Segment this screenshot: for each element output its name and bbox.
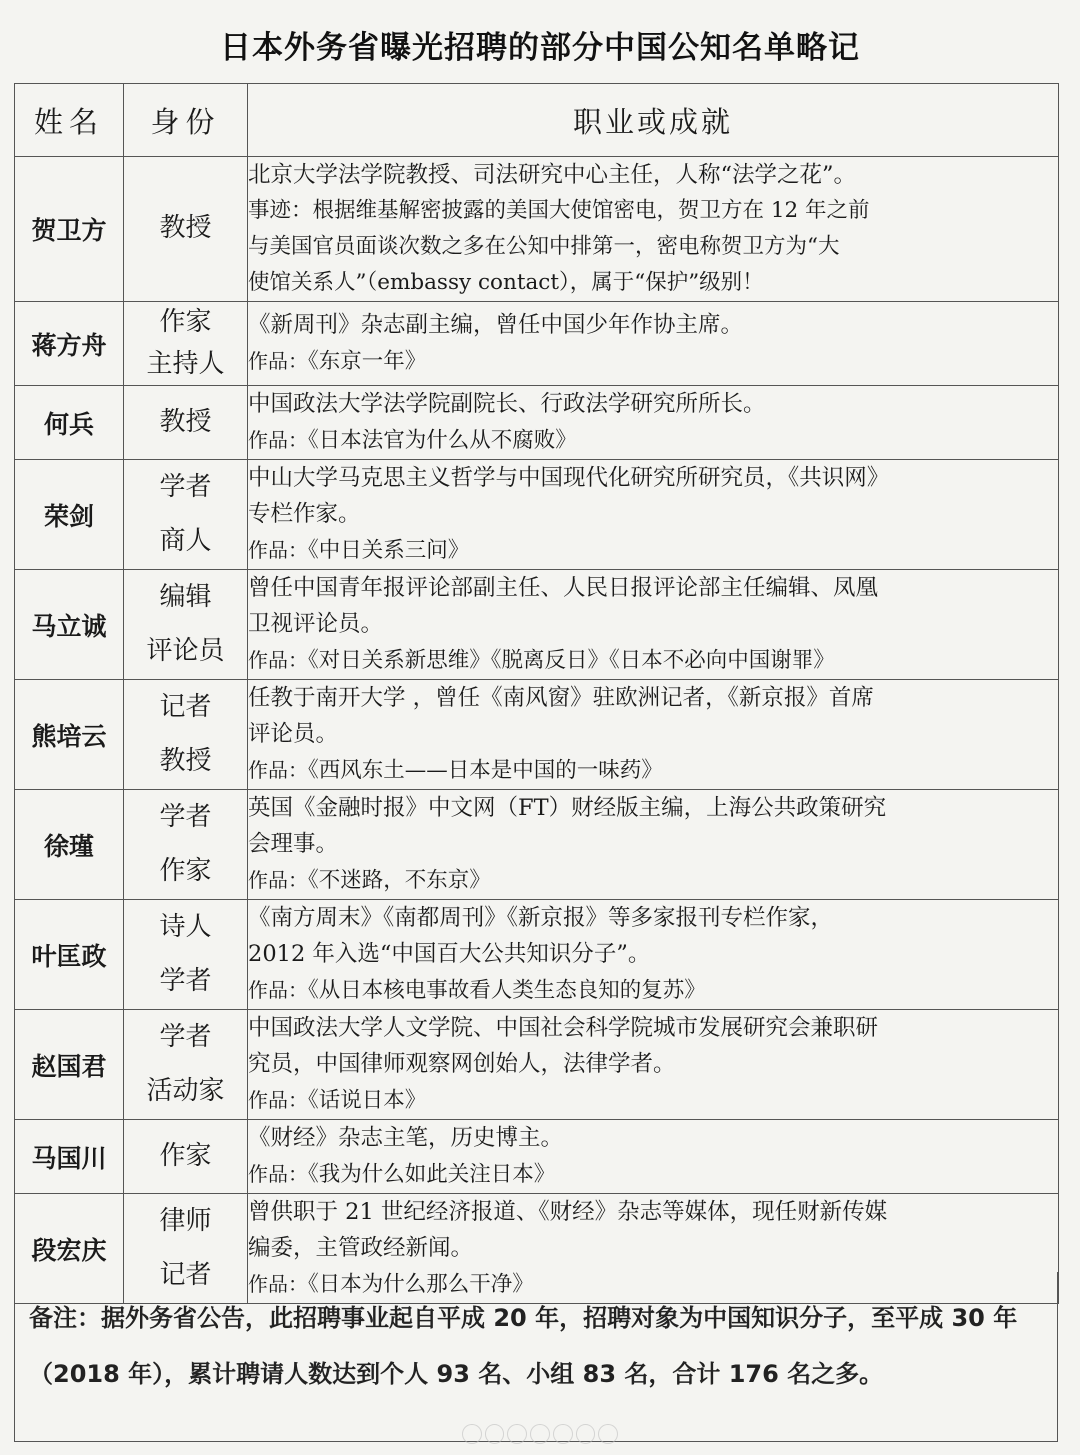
- career-description: [248, 157, 1059, 302]
- career-description: [248, 900, 1059, 1010]
- works-label: 作品：: [248, 538, 308, 563]
- works-label: 作品：: [248, 349, 308, 374]
- role-label: 作家: [159, 855, 212, 886]
- description-line: 使馆关系人”（embassy contact），属于“保护”级别！: [248, 270, 764, 295]
- career-description: [248, 1010, 1059, 1120]
- role-label: 学者: [159, 802, 212, 833]
- career-description: [248, 790, 1059, 900]
- works-line: [248, 532, 1058, 569]
- role-label: 主持人: [146, 348, 225, 379]
- table-row: [15, 570, 1059, 680]
- works-line: [248, 862, 1058, 899]
- description-line: 事迹：根据维基解密披露的美国大使馆密电，贺卫方在 12 年之前: [248, 198, 870, 223]
- works-title: 《从日本核电事故看人类生态良知的复苏》: [308, 978, 706, 1004]
- table-row: [15, 1010, 1059, 1120]
- works-label: 作品：: [248, 1088, 308, 1113]
- description-line: 英国《金融时报》中文网（FT）财经版主编，上海公共政策研究: [248, 795, 887, 822]
- role-label: 教授: [159, 406, 212, 437]
- career-description: [248, 386, 1059, 460]
- person-role: [124, 680, 248, 790]
- career-description: [248, 460, 1059, 570]
- career-description: [248, 302, 1059, 386]
- works-title: 《中日关系三问》: [308, 538, 470, 564]
- works-line: [248, 972, 1058, 1009]
- person-role: [124, 386, 248, 460]
- description-line: 与美国官员面谈次数之多在公知中排第一，密电称贺卫方为“大: [248, 234, 840, 259]
- description-line: 中山大学马克思主义哲学与中国现代化研究所研究员，《共识网》: [248, 465, 890, 492]
- description-line: 卫视评论员。: [248, 611, 384, 638]
- table-row: [15, 157, 1059, 302]
- works-title: 《日本为什么那么干净》: [308, 1272, 534, 1298]
- table-row: [15, 900, 1059, 1010]
- role-label: 作家: [159, 307, 212, 337]
- role-label: 诗人: [159, 912, 212, 943]
- description-line: 《南方周末》《南都周刊》《新京报》等多家报刊专栏作家，: [248, 905, 834, 932]
- role-label: 记者: [159, 1259, 212, 1290]
- role-label: 商人: [159, 525, 212, 556]
- table-row: [15, 302, 1059, 386]
- works-label: 作品：: [248, 1162, 308, 1187]
- footnote: 备注：据外务省公告，此招聘事业起自平成 20 年，招聘对象为中国知识分子，至平成 30 年（2018 年），累计聘请人数达到个人 93 名、小组 83 名，合计 176 名之多。: [14, 1272, 1058, 1442]
- works-line: [248, 1156, 1058, 1193]
- career-description: [248, 680, 1059, 790]
- person-name: 荣剑: [15, 460, 124, 570]
- header-career: 职业或成就: [248, 84, 1059, 157]
- person-role: [124, 302, 248, 386]
- table-row: [15, 790, 1059, 900]
- person-name: 马立诚: [15, 570, 124, 680]
- role-label: 作家: [159, 1140, 212, 1171]
- works-label: 作品：: [248, 648, 308, 673]
- role-label: 学者: [159, 1022, 212, 1053]
- person-name: 马国川: [15, 1120, 124, 1194]
- person-role: [124, 460, 248, 570]
- person-role: [124, 900, 248, 1010]
- role-label: 活动家: [146, 1075, 225, 1106]
- description-line: 评论员。: [248, 721, 339, 748]
- table-header-row: [15, 84, 1059, 157]
- role-label: 教授: [159, 745, 212, 776]
- document-title: 日本外务省曝光招聘的部分中国公知名单略记: [220, 30, 860, 66]
- works-title: 《东京一年》: [308, 349, 427, 375]
- role-label: 编辑: [159, 582, 212, 613]
- role-label: 记者: [159, 692, 212, 723]
- description-line: 中国政法大学法学院副院长、行政法学研究所所长。: [248, 391, 766, 418]
- person-name: 蒋方舟: [15, 302, 124, 386]
- works-title: 《我为什么如此关注日本》: [308, 1162, 556, 1188]
- role-label: 教授: [159, 213, 212, 244]
- description-line: 任教于南开大学 ，曾任《南风窗》驻欧洲记者，《新京报》首席: [248, 685, 874, 712]
- works-line: [248, 1082, 1058, 1119]
- person-name: 段宏庆: [15, 1194, 124, 1304]
- works-line: [248, 343, 1058, 380]
- person-role: [124, 1010, 248, 1120]
- works-line: [248, 642, 1058, 679]
- person-role: [124, 790, 248, 900]
- works-label: 作品：: [248, 978, 308, 1003]
- works-label: 作品：: [248, 1272, 308, 1297]
- career-description: [248, 570, 1059, 680]
- person-name: 熊培云: [15, 680, 124, 790]
- description-line: 2012 年入选“中国百大公共知识分子”。: [248, 941, 651, 968]
- works-title: 《对日关系新思维》《脱离反日》《日本不必向中国谢罪》: [308, 648, 835, 674]
- person-name: 赵国君: [15, 1010, 124, 1120]
- works-label: 作品：: [248, 428, 308, 453]
- person-role: [124, 570, 248, 680]
- table-row: [15, 1120, 1059, 1194]
- description-line: 北京大学法学院教授、司法研究中心主任，人称“法学之花”。: [248, 162, 857, 188]
- role-label: 学者: [159, 472, 212, 503]
- person-name: 贺卫方: [15, 157, 124, 302]
- works-label: 作品：: [248, 758, 308, 783]
- works-title: 《话说日本》: [308, 1088, 427, 1114]
- header-role: 身份: [124, 84, 248, 157]
- works-label: 作品：: [248, 868, 308, 893]
- description-line: 究员，中国律师观察网创始人，法律学者。: [248, 1051, 676, 1078]
- description-line: 编委，主管政经新闻。: [248, 1235, 474, 1262]
- role-label: 律师: [159, 1206, 212, 1237]
- works-title: 《日本法官为什么从不腐败》: [308, 428, 577, 454]
- description-line: 中国政法大学人文学院、中国社会科学院城市发展研究会兼职研: [248, 1015, 879, 1042]
- person-name: 叶匡政: [15, 900, 124, 1010]
- role-label: 学者: [159, 965, 212, 996]
- description-line: 专栏作家。: [248, 501, 361, 528]
- header-name: 姓名: [15, 84, 124, 157]
- table-row: [15, 386, 1059, 460]
- person-role: [124, 157, 248, 302]
- table-row: [15, 460, 1059, 570]
- description-line: 《财经》杂志主笔，历史博主。: [248, 1125, 564, 1152]
- role-label: 评论员: [146, 635, 225, 666]
- works-title: 《不迷路，不东京》: [308, 868, 491, 894]
- person-name: 徐瑾: [15, 790, 124, 900]
- person-name: 何兵: [15, 386, 124, 460]
- table-row: [15, 680, 1059, 790]
- works-line: [248, 422, 1058, 459]
- watermark-logo: [462, 1424, 618, 1444]
- person-role: [124, 1120, 248, 1194]
- description-line: 曾任中国青年报评论部副主任、人民日报评论部主任编辑、凤凰: [248, 575, 879, 602]
- works-title: 《西风东土——日本是中国的一味药》: [308, 758, 663, 784]
- career-description: [248, 1120, 1059, 1194]
- roster-table: [14, 83, 1059, 1304]
- works-line: [248, 752, 1058, 789]
- description-line: 《新周刊》杂志副主编，曾任中国少年作协主席。: [248, 312, 744, 339]
- description-line: 曾供职于 21 世纪经济报道、《财经》杂志等媒体，现任财新传媒: [248, 1199, 888, 1226]
- description-line: 会理事。: [248, 831, 339, 858]
